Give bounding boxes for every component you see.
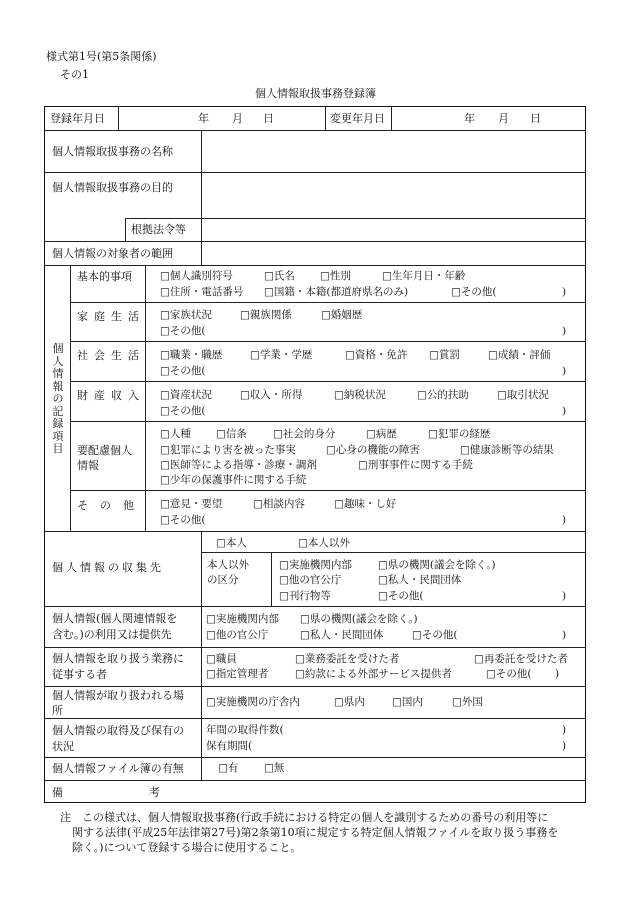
non-self-category-label-1: 本人以外: [207, 559, 249, 571]
checkbox-collect-other[interactable]: □その他(: [378, 590, 424, 602]
sensitive-info-label-1: 要配慮個人: [77, 444, 132, 457]
checkbox-health-checkup[interactable]: □健康診断等の結果: [460, 444, 554, 456]
checkbox-collect-private[interactable]: □私人・民間団体: [378, 574, 462, 586]
checkbox-file-no[interactable]: □無: [264, 762, 285, 774]
others-close-paren: ): [562, 514, 567, 526]
checkbox-designated-manager[interactable]: □指定管理者: [206, 668, 269, 680]
collection-source-label: 個人情報の収集先: [52, 561, 164, 574]
business-purpose-label: 個人情報取扱事務の目的: [52, 181, 173, 194]
checkbox-address-phone[interactable]: □住所・電話番号: [160, 286, 244, 298]
workers-label-2: 従事する者: [52, 668, 107, 681]
checkbox-collect-prefecture[interactable]: □県の機関(議会を除く。): [378, 559, 496, 571]
social-close-paren: ): [562, 365, 567, 377]
checkbox-income[interactable]: □収入・所得: [240, 389, 303, 401]
checkbox-qualifications[interactable]: □資格・免許: [345, 349, 408, 361]
note-line-1: 注 この様式は、個人情報取扱事務(行政手続における特定の個人を識別するための番号の利用等に: [60, 811, 549, 824]
checkbox-others-other[interactable]: □その他(: [160, 514, 206, 526]
checkbox-opinions[interactable]: □意見・要望: [160, 498, 223, 510]
workers-label-1: 個人情報を取り扱う業務に: [52, 652, 184, 665]
checkbox-usage-other[interactable]: □その他(: [412, 629, 458, 641]
checkbox-occupation[interactable]: □職業・職歴: [160, 349, 223, 361]
family-life-label: 家庭生活: [77, 310, 145, 323]
property-close-paren: ): [562, 405, 567, 417]
remarks-label: 備考: [52, 786, 246, 799]
non-self-category-label-2: の区分: [207, 574, 239, 586]
checkbox-subcontractor[interactable]: □再委託を受けた者: [474, 653, 568, 665]
collection-close-paren: ): [562, 590, 567, 602]
checkbox-disability[interactable]: □心身の機能の障害: [326, 444, 420, 456]
checkbox-consultation[interactable]: □相談内容: [253, 498, 305, 510]
checkbox-grades[interactable]: □成績・評価: [488, 349, 551, 361]
checkbox-collect-other-gov[interactable]: □他の官公庁: [279, 574, 342, 586]
checkbox-rewards-punishment[interactable]: □賞罰: [429, 349, 460, 361]
chg-year-label: 年: [464, 112, 475, 125]
checkbox-basic-other[interactable]: □その他(: [451, 286, 497, 298]
checkbox-personal-id-code[interactable]: □個人識別符号: [160, 270, 233, 282]
checkbox-staff[interactable]: □職員: [206, 653, 237, 665]
workers-close-paren: ): [555, 668, 560, 680]
checkbox-usage-other-gov[interactable]: □他の官公庁: [206, 629, 269, 641]
checkbox-marriage-history[interactable]: □婚姻歴: [321, 309, 363, 321]
property-income-label: 財産収入: [77, 389, 145, 402]
checkbox-race[interactable]: □人種: [160, 428, 191, 440]
changed-date-label: 変更年月日: [330, 112, 385, 125]
checkbox-property-other[interactable]: □その他(: [160, 405, 206, 417]
business-name-label: 個人情報取扱事務の名称: [52, 145, 173, 158]
form-part: その1: [60, 68, 89, 81]
checkbox-usage-prefecture[interactable]: □県の機関(議会を除く。): [300, 613, 418, 625]
checkbox-collect-non-self[interactable]: □本人以外: [298, 537, 350, 549]
subject-scope-label: 個人情報の対象者の範囲: [52, 247, 173, 260]
checkbox-location-prefecture[interactable]: □県内: [334, 696, 365, 708]
checkbox-social-status[interactable]: □社会的身分: [273, 428, 336, 440]
checkbox-collect-self[interactable]: □本人: [216, 537, 247, 549]
basic-close-paren: ): [562, 286, 567, 298]
checkbox-name[interactable]: □氏名: [264, 270, 295, 282]
checkbox-criminal-record[interactable]: □犯罪の経歴: [428, 428, 491, 440]
checkbox-nationality[interactable]: □国籍・本籍(都道府県名のみ): [264, 286, 409, 298]
checkbox-location-overseas[interactable]: □外国: [452, 696, 483, 708]
usage-label-1: 個人情報(個人関連情報を: [52, 612, 178, 625]
file-existence-label: 個人情報ファイル簿の有無: [52, 762, 184, 775]
checkbox-location-domestic[interactable]: □国内: [392, 696, 423, 708]
sensitive-info-label-2: 情報: [77, 459, 99, 472]
checkbox-juvenile-case[interactable]: □少年の保護事件に関する手続: [160, 474, 307, 486]
checkbox-workers-other[interactable]: □その他(: [486, 668, 532, 680]
checkbox-public-assistance[interactable]: □公的扶助: [417, 389, 469, 401]
legal-basis-label: 根拠法令等: [131, 223, 186, 236]
checkbox-medical-guidance[interactable]: □医師等による指導・診療・調剤: [160, 459, 317, 471]
checkbox-medical-history[interactable]: □病歴: [366, 428, 397, 440]
checkbox-collect-internal[interactable]: □実施機関内部: [279, 559, 352, 571]
form-number: 様式第1号(第5条関係): [46, 50, 157, 63]
location-label-2: 所: [52, 704, 63, 717]
checkbox-usage-internal[interactable]: □実施機関内部: [206, 613, 279, 625]
checkbox-family-other[interactable]: □その他(: [160, 325, 206, 337]
checkbox-hobbies[interactable]: □趣味・し好: [334, 498, 397, 510]
social-life-label: 社会生活: [77, 349, 145, 362]
family-close-paren: ): [562, 325, 567, 337]
checkbox-external-service[interactable]: □約款による外部サービス提供者: [295, 668, 452, 680]
checkbox-birthdate-age[interactable]: □生年月日・年齢: [382, 270, 466, 282]
checkbox-social-other[interactable]: □その他(: [160, 365, 206, 377]
checkbox-usage-private[interactable]: □私人・民間団体: [300, 629, 384, 641]
checkbox-location-office[interactable]: □実施機関の庁舎内: [206, 696, 300, 708]
retention-period-field[interactable]: 保有期間(: [206, 740, 253, 752]
reg-day-label: 日: [263, 112, 274, 125]
note-line-3: 除く。)について登録する場合に使用すること。: [72, 841, 302, 854]
reg-year-label: 年: [198, 112, 209, 125]
checkbox-assets[interactable]: □資産状況: [160, 389, 212, 401]
checkbox-criminal-procedure[interactable]: □刑事事件に関する手続: [358, 459, 473, 471]
chg-month-label: 月: [498, 112, 509, 125]
checkbox-tax[interactable]: □納税状況: [334, 389, 386, 401]
usage-label-2: 含む。)の利用又は提供先: [52, 628, 172, 641]
usage-close-paren: ): [562, 629, 567, 641]
checkbox-family-status[interactable]: □家族状況: [160, 309, 212, 321]
checkbox-gender[interactable]: □性別: [320, 270, 351, 282]
checkbox-creed[interactable]: □信条: [216, 428, 247, 440]
page-title: 個人情報取扱事務登録簿: [255, 87, 376, 100]
checkbox-file-yes[interactable]: □有: [218, 762, 239, 774]
note-line-2: 関する法律(平成25年法律第27号)第2条第10項に規定する特定個人情報ファイルを取り扱う事務を: [72, 826, 559, 839]
registration-date-label: 登録年月日: [50, 112, 105, 125]
location-label-1: 個人情報が取り扱われる場: [52, 689, 184, 702]
checkbox-contractor[interactable]: □業務委託を受けた者: [295, 653, 400, 665]
acquisition-label-2: 状況: [52, 740, 74, 753]
annual-acquisition-field[interactable]: 年間の取得件数(: [206, 724, 284, 736]
others-label: その他: [77, 499, 146, 512]
retention-close-paren: ): [562, 740, 567, 752]
chg-day-label: 日: [530, 112, 541, 125]
annual-close-paren: ): [562, 724, 567, 736]
checkbox-collect-publications[interactable]: □刊行物等: [279, 590, 331, 602]
checkbox-transactions[interactable]: □取引状況: [497, 389, 549, 401]
reg-month-label: 月: [232, 112, 243, 125]
acquisition-label-1: 個人情報の取得及び保有の: [52, 724, 184, 737]
basic-items-label: 基本的事項: [77, 270, 132, 283]
record-items-label: 個人情報の記録項目: [52, 342, 64, 455]
checkbox-crime-victim[interactable]: □犯罪により害を被った事実: [160, 444, 296, 456]
checkbox-relatives[interactable]: □親族関係: [240, 309, 292, 321]
checkbox-education[interactable]: □学業・学歴: [250, 349, 313, 361]
